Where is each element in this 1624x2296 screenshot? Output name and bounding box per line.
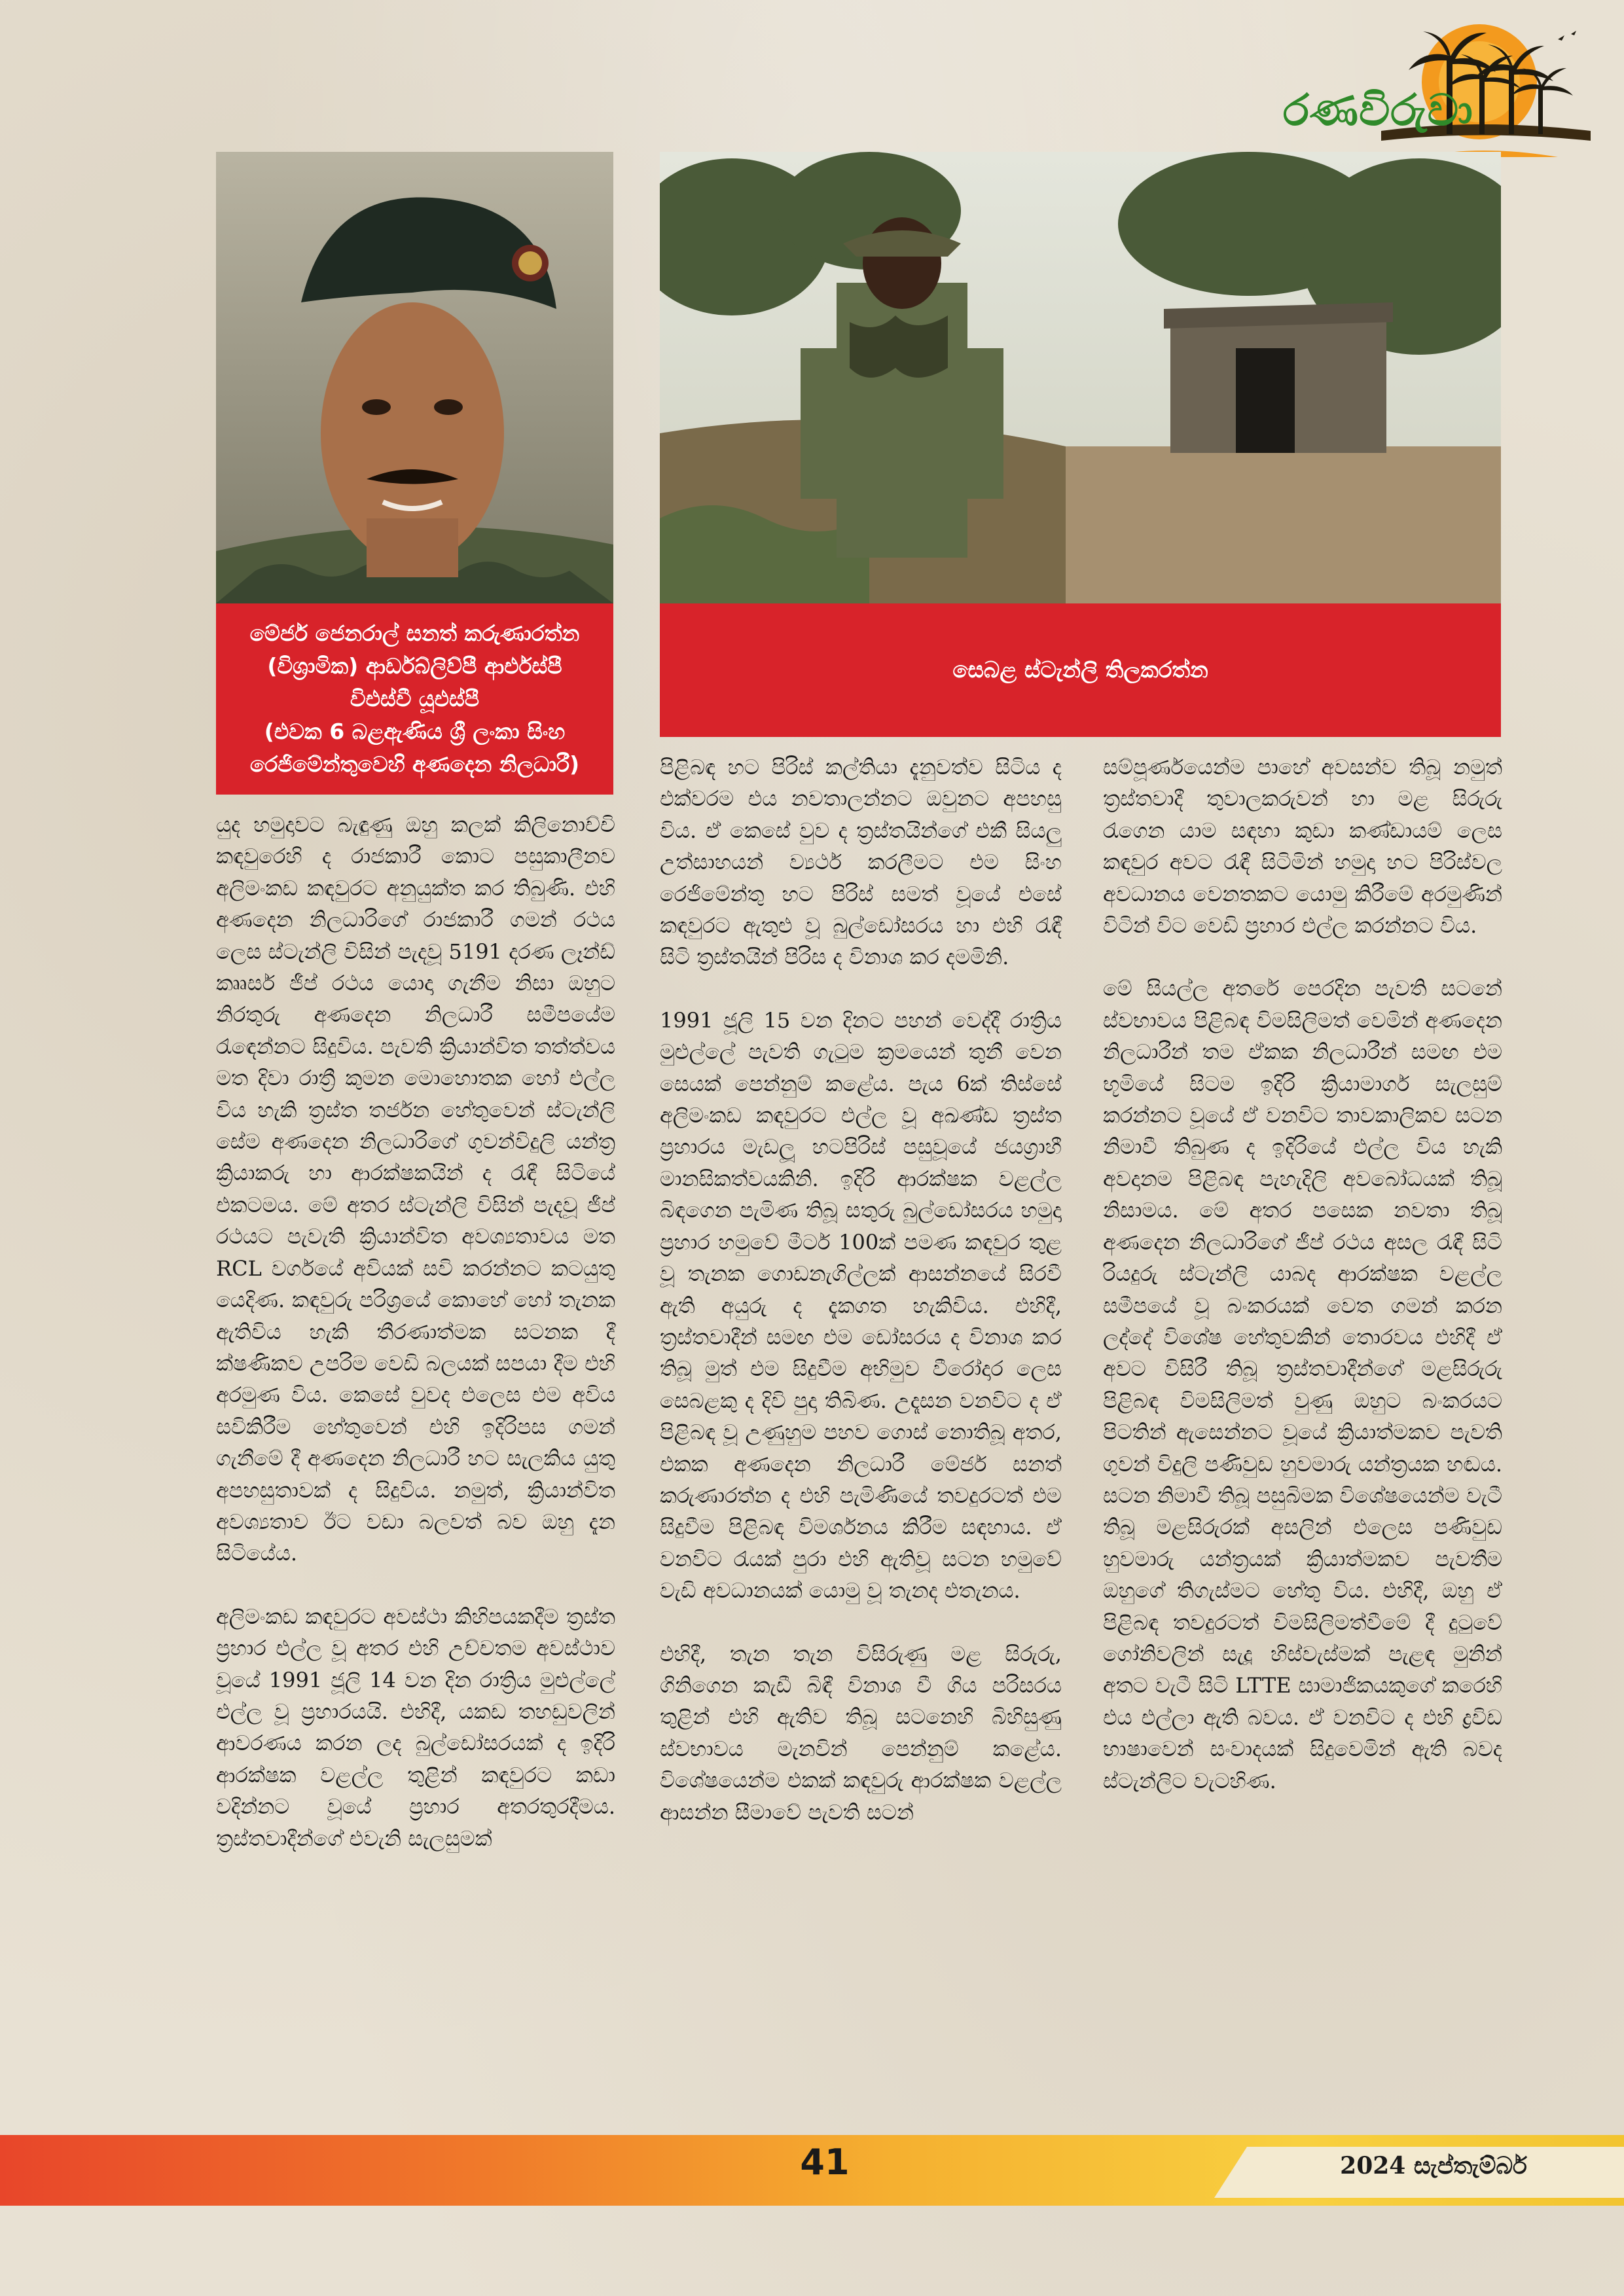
paragraph: සම්පූර්ණයෙන්ම පාහේ අවසන්ව තිබූ නමුත් ත්‍රස්තවාදී තුවාලකරුවන් හා මළ සිරුරු රැගෙන යාම සඳහා කුඩා කණ්ඩායම් ලෙස කඳවුර අවට රැඳී සිටිමින් හමුදා හට පිරිස්වල අවධානය වෙනතකට යොමු කිරීමේ අරමුණින් විටින් විට වෙඩි ප්‍රහාර එල්ල කරන්නට විය. xyxy=(1103,755,1502,939)
paragraph: 1991 ජූලි 15 වන දිනට පහන් වෙද්දී රාත්‍රිය මුළුල්ලේ පැවති ගැටුම ක්‍රමයෙන් තුනී වෙන සෙයක් පෙන්නුම් කළේය. පැය 6ක් තිස්සේ අලිමංකඩ කඳවුරට එල්ල වූ අඛණ්ඩ ත්‍රස්ත ප්‍රහාරය මැඩලූ හටපිරිස් පසුවූයේ ජයග්‍රාහී මානසිකත්වයකිනි. ඉදිරි ආරක්ෂක වළල්ල බිඳගෙන පැමිණ තිබූ සතුරු බුල්ඩෝසරය හමුදා ප්‍රහාර හමුවේ මීටර් 100ක් පමණ කඳවුර තුළ වූ තැනක ගොඩනැගිල්ලක් ආසන්නයේ සිරවී ඇති අයුරු ද දැකගත හැකිවිය. එහිදී, ත්‍රස්තවාදීන් සමඟ එම ඩෝසරය ද විනාශ කර තිබූ මුත් එම සිදුවීම අභිමුව වීරෝදාර ලෙස සෙබළකු ද දිවි පුදා තිබිණ. උදෑසන වනවිට ද ඒ පිළිබඳ වූ උණුහුම පහව ගොස් නොතිබූ අතර, එකක අණදෙන නිලධාරී මේජර් සනත් කරුණාරත්න ද එහි පැමිණියේ තවදුරටත් එම සිදුවීම පිළිබඳ විමර්ශනය කිරීම සඳහාය. ඒ වනවිට රැයක් පුරා එහි ඇතිවූ සටන හමුවේ වැඩි අවධානයක් යොමු වූ තැනද එතැනය. xyxy=(660,1007,1062,1604)
caption-line: මේජර් ජෙනරාල් සනත් කරුණාරත්න xyxy=(249,620,580,646)
soldier-field-photo xyxy=(660,152,1501,603)
article-column-3 xyxy=(1103,751,1502,1828)
caption-line: (එවක 6 බළඇණිය ශ්‍රී ලංකා සිංහ xyxy=(264,719,566,744)
officer-portrait-photo xyxy=(216,152,613,603)
magazine-logo xyxy=(1283,20,1604,164)
page-number: 41 xyxy=(800,2142,850,2183)
logo-text: රණවිරුවා xyxy=(1283,85,1473,135)
paragraph: එහිදී, තැන තැන විසිරුණු මළ සිරුරු, ගිනිගෙන කැඩී බිඳී විනාශ වී ගිය පරිසරය තුළින් එහි ඇතිව තිබූ සටනෙහි බිහිසුණු ස්වභාවය මැනවින් පෙන්නුම් කළේය. විශේෂයෙන්ම එකක් කඳවුරු ආරක්ෂක වළල්ල ආසන්න සීමාවේ පැවති සටන් xyxy=(660,1641,1062,1825)
paragraph: මේ සියල්ල අතරේ පෙරදින පැවති සටනේ ස්වභාවය පිළිබඳ විමසිලිමත් වෙමින් අණදෙන නිලධාරීන් තම ඒකක නිලධාරීන් සමඟ එම භූමියේ සිටම ඉදිරි ක්‍රියාමාර්ග සැලසුම් කරන්නට වූයේ ඒ වනවිට තාවකාලිකව සටන නිමාවී තිබුණ ද ඉදිරියේ එල්ල විය හැකි අවදානම පිළිබඳ පැහැදිලි අවබෝධයක් තිබූ නිසාමය. මේ අතර පසෙක නවතා තිබූ අණදෙන නිලධාරිගේ ජීප් රථය අසල රැඳී සිටි රියදුරු ස්ටැන්ලි යාබද ආරක්ෂක වළල්ල සමීපයේ වූ බංකරයක් වෙත ගමන් කරන ලද්දේ විශේෂ හේතුවකින් තොරවය එහිදී ඒ අවට විසිරී තිබූ ත්‍රස්තවාදීන්ගේ මළසිරුරු පිළිබඳ විමසිලිමත් වුණු ඔහුට බංකරයට පිටතින් ඇසෙන්නට වූයේ ක්‍රියාත්මකව පැවති ගුවන් විදුලි පණිවුඩ හුවමාරු යන්ත්‍රයක හඬය. සටන නිමාවී තිබූ පසුබිමක විශේෂයෙන්ම වැටී තිබූ මළසිරුරක් අසලින් එලෙස පණිවුඩ හුවමාරු යන්ත්‍රයක් ක්‍රියාත්මකව පැවතීම ඔහුගේ තිගැස්මට හේතු විය. එහිදී, ඔහු ඒ පිළිබඳ තවදුරටත් විමසිලිමත්වීමේ දී දුටුවේ ගෝනිවලින් සැදූ හිස්වැස්මක් පැළඳ මුනින් අතට වැටී සිටි LTTE සාමාජිකයකුගේ කරෙහි එය එල්ලා ඇති බවය. ඒ වනවිට ද එහි ද්‍රවිඩ භාෂාවෙන් සංවාදයක් සිදුවෙමින් ඇති බවද ස්ටැන්ලිට වැටහිණ. xyxy=(1103,976,1502,1793)
caption-line: රෙජිමේන්තුවෙහි අණදෙන නිලධාරී) xyxy=(249,751,580,777)
caption-text: සෙබළ ස්ටැන්ලි තිලකරත්න xyxy=(952,657,1208,683)
article-column-1 xyxy=(216,809,615,1886)
caption-line: (විශ්‍රාමික) ආර්ඩබ්ලිව්පී ආර්එස්පී xyxy=(267,653,562,679)
paragraph: පිළිබඳ හට පිරිස් කල්තියා දැනුවත්ව සිටිය ද එක්වරම එය නවතාලන්නට ඔවුනට අපහසු විය. ඒ කෙසේ වුව ද ත්‍රස්තයින්ගේ එකී සියලු උත්සාහයන් ව්‍යර්ථ කරලීමට එම සිංහ රෙජිමේන්තු හට පිරිස් සමත් වූයේ එසේ කඳවුරට ඇතුළු වූ බුල්ඩෝසරය හා එහි රැඳී සිටි ත්‍රස්තයින් පිරිස ද විනාශ කර දමමිනි. xyxy=(660,755,1062,970)
caption-line: විඑස්වී යූඑස්පී xyxy=(350,686,480,711)
article-column-2 xyxy=(660,751,1062,1859)
paragraph: අලිමංකඩ කඳවුරට අවස්ථා කිහිපයකදීම ත්‍රස්ත ප්‍රහාර එල්ල වූ අතර එහි උච්චතම අවස්ථාව වූයේ 1991 ජූලි 14 වන දින රාත්‍රිය මුළුල්ලේ එල්ල වූ ප්‍රහාරයයි. එහිදී, යකඩ තහඩුවලින් ආවරණය කරන ලද බුල්ඩෝසරයක් ද ඉදිරි ආරක්ෂක වළල්ල තුළින් කඳවුරට කඩා වදින්නට වූයේ ප්‍රහාර අතරතුරදීමය. ත්‍රස්තවාදීන්ගේ එවැනි සැලසුමක් xyxy=(216,1604,615,1851)
issue-date: 2024 සැප්තැම්බර් xyxy=(1340,2152,1527,2179)
soldier-photo-caption xyxy=(660,603,1501,737)
paragraph: යුද හමුදාවට බැඳුණු ඔහු කලක් කිලිනොච්චි කඳවුරෙහි ද රාජකාරී කොට පසුකාලීනව අලිමංකඩ කඳවුරට අනුයුක්ත කර තිබුණි. එහි අණදෙන නිලධාරිගේ රාජකාරී ගමන් රථය ලෙස ස්ටැන්ලි විසින් පැදවූ 5191 දරණ ලෑන්ඩ් කෲසර් ජීප් රථය යොදා ගැනීම නිසා ඔහුට නිරතුරු අණදෙන නිලධාරී සමීපයේම රැඳෙන්නට සිදුවිය. පැවති ක්‍රියාන්විත තත්ත්වය මත දිවා රාත්‍රී කුමන මොහොතක හෝ එල්ල විය හැකි ත්‍රස්ත තර්ජන හේතුවෙන් ස්ටැන්ලි සේම අණදෙන නිලධාරිගේ ගුවන්විදුලි යන්ත්‍ර ක්‍රියාකරු හා ආරක්ෂකයින් ද රැඳී සිටියේ එකටමය. මේ අතර ස්ටැන්ලි විසින් පැදවූ ජීප් රථයට පැවැති ක්‍රියාන්විත අවශ්‍යතාවය මත RCL වර්ගයේ අවියක් සවි කරන්නට කටයුතු යෙදිණ. කඳවුරු පරිශ්‍රයේ කොහේ හෝ තැනක ඇතිවිය හැකි තීරණාත්මක සටනක දී ක්ෂණිකව උපරිම වෙඩි බලයක් සපයා දීම එහි අරමුණ විය. කෙසේ වුවද එලෙස එම අවිය සවිකිරීම හේතුවෙන් එහි ඉදිරිපස ගමන් ගැනීමේ දී අණදෙන නිලධාරී හට සැලකිය යුතු අපහසුතාවක් ද සිදුවිය. නමුත්, ක්‍රියාන්විත අවශ්‍යතාව ඊට වඩා බලවත් බව ඔහු දැන සිටියේය. xyxy=(216,812,615,1566)
officer-photo-caption xyxy=(216,603,613,795)
